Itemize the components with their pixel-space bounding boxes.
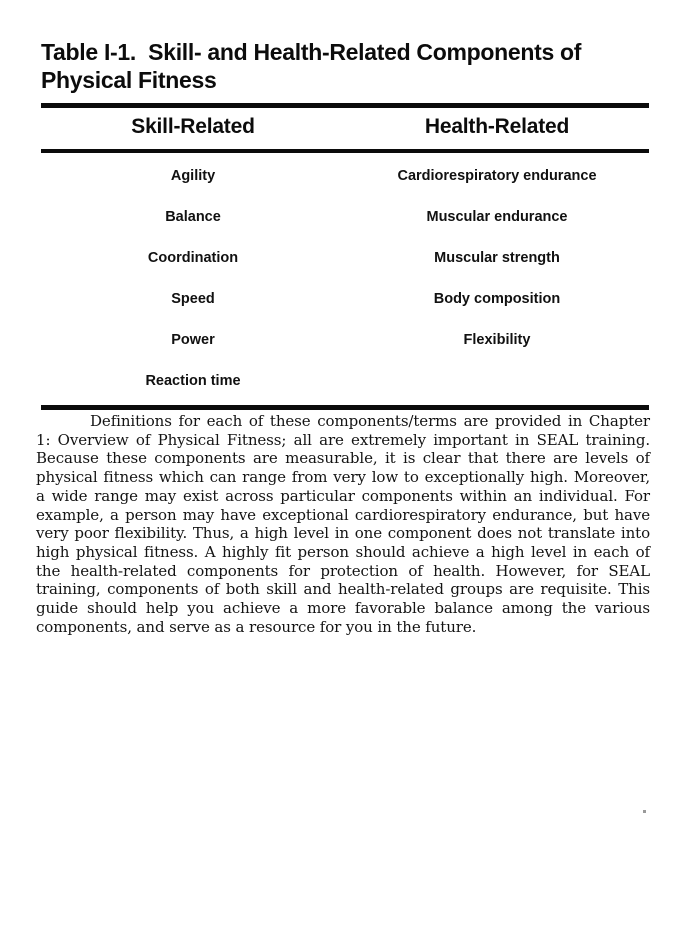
table-cell-skill: Coordination: [147, 249, 239, 266]
table-row: [41, 196, 649, 237]
table-row: [41, 319, 649, 360]
table-row: [41, 237, 649, 278]
table-row: [41, 360, 649, 401]
table-cell-health: Muscular strength: [434, 249, 560, 266]
table-row: [41, 155, 649, 196]
body-paragraph: Definitions for each of these components/terms are provided in Chapter 1: Overview of Physical Fitness; all are extremely important in SEAL training. Because these components are measurable, it is clear that there are levels of physical fitness which can range from very low to exceptionally high. Moreover, a wide range may exist across particular components within an individual. For example, a person may have exceptional cardiorespiratory endurance, but have very poor flexibility. Thus, a high level in one component does not translate into high physical fitness. A highly fit person should achieve a high level in each of the health-related components for protection of health. However, for SEAL training, components of both skill and health-related groups are requisite. This guide should help you achieve a more favorable balance among the various components, and serve as a resource for you in the future.: [36, 412, 650, 636]
page-title-line-1: Table I-1. Skill- and Health-Related Components of: [41, 39, 582, 65]
page-title-line-2: Physical Fitness: [41, 67, 217, 93]
column-header-skill-related: Skill-Related: [131, 115, 255, 138]
table-cell-skill: Reaction time: [145, 372, 241, 389]
page-title: [41, 38, 661, 94]
column-header-health-related: Health-Related: [424, 115, 570, 138]
components-table: [41, 103, 649, 410]
table-row: [41, 278, 649, 319]
table-cell-health: Cardiorespiratory endurance: [397, 167, 597, 184]
table-body: [41, 153, 649, 405]
table-bottom-rule: [41, 405, 649, 410]
table-cell-skill: Power: [171, 331, 215, 348]
table-cell-health: Muscular endurance: [426, 208, 568, 225]
table-cell-skill: Speed: [171, 290, 215, 307]
table-cell-health: Body composition: [433, 290, 561, 307]
scan-speck: [643, 810, 646, 813]
table-cell-skill: Agility: [170, 167, 216, 184]
table-cell-skill: Balance: [165, 208, 221, 225]
table-header-row: [41, 108, 649, 149]
table-cell-health: Flexibility: [463, 331, 531, 348]
